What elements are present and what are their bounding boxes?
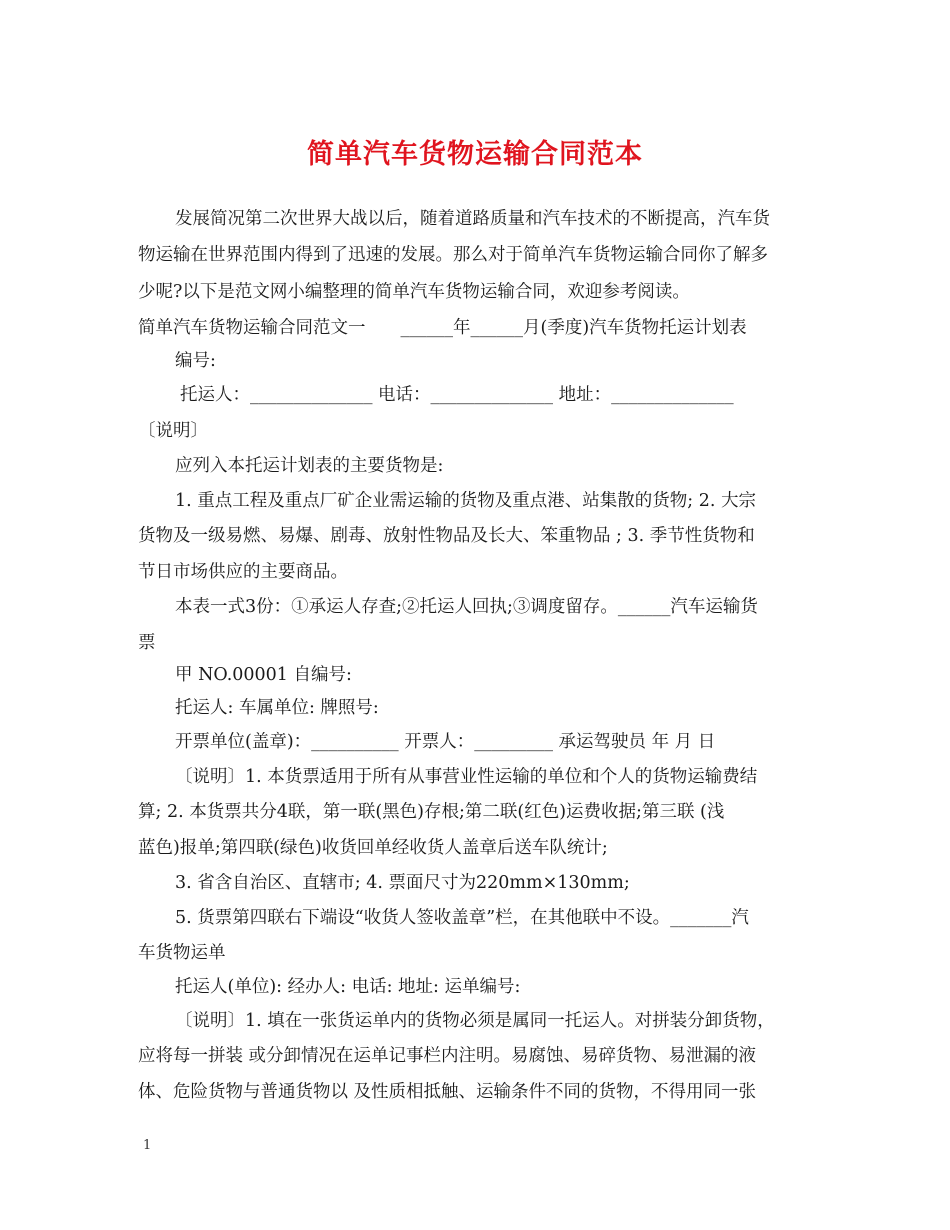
paragraph-line: 物运输在世界范围内得到了迅速的发展。那么对于简单汽车货物运输合同你了解多 — [138, 245, 768, 265]
paragraph-line: 少呢?以下是范文网小编整理的简单汽车货物运输合同，欢迎参考阅读。 — [138, 282, 690, 302]
paragraph-line: 体、危险货物与普通货物以 及性质相抵触、运输条件不同的货物，不得用同一张 — [138, 1082, 757, 1102]
paragraph-line: 编号: — [175, 351, 216, 371]
paragraph-line: 票 — [138, 633, 156, 653]
document-title: 简单汽车货物运输合同范本 — [307, 139, 643, 170]
paragraph-line: 甲 NO.00001 自编号: — [175, 665, 352, 685]
paragraph-line: 1. 重点工程及重点厂矿企业需运输的货物及重点港、站集散的货物; 2. 大宗 — [175, 491, 756, 511]
paragraph-line: 应列入本托运计划表的主要货物是: — [175, 456, 444, 476]
paragraph-line: 简单汽车货物运输合同范文一 ______年______月(季度)汽车货物托运计划表 — [138, 318, 747, 338]
paragraph-line: 5. 货票第四联右下端设“收货人签收盖章”栏，在其他联中不设。_______汽 — [175, 908, 749, 928]
paragraph-line: 车货物运单 — [138, 943, 226, 963]
paragraph-line: 开票单位(盖章)：__________ 开票人：_________ 承运驾驶员 年 月 日 — [175, 732, 716, 752]
paragraph-line: 货物及一级易燃、易爆、剧毒、放射性物品及长大、笨重物品 ; 3. 季节性货物和 — [138, 526, 755, 546]
paragraph-line: 托运人: 车属单位: 牌照号: — [175, 698, 379, 718]
paragraph-line: 蓝色)报单;第四联(绿色)收货回单经收货人盖章后送车队统计; — [138, 838, 608, 858]
paragraph-line: 本表一式3份：①承运人存查;②托运人回执;③调度留存。______汽车运输货 — [175, 597, 758, 617]
paragraph-line: 发展简况第二次世界大战以后，随着道路质量和汽车技术的不断提高，汽车货 — [175, 209, 770, 229]
shipper-fields-line: 托运人：______________ 电话：______________ 地址：______________ — [180, 385, 734, 405]
paragraph-line: 3. 省含自治区、直辖市; 4. 票面尺寸为220mm×130mm; — [175, 873, 630, 893]
paragraph-line: 算; 2. 本货票共分4联，第一联(黑色)存根;第二联(红色)运费收据;第三联 (浅 — [138, 802, 725, 822]
paragraph-line: 〔说明〕1. 填在一张货运单内的货物必须是属同一托运人。对拼装分卸货物， — [175, 1011, 775, 1031]
paragraph-line: 〔说明〕1. 本货票适用于所有从事营业性运输的单位和个人的货物运输费结 — [175, 767, 758, 787]
paragraph-line: 应将每一拼装 或分卸情况在运单记事栏内注明。易腐蚀、易碎货物、易泄漏的液 — [138, 1046, 757, 1066]
paragraph-line: 节日市场供应的主要商品。 — [138, 562, 348, 582]
page-number: 1 — [143, 1138, 152, 1153]
paragraph-line: 〔说明〕 — [138, 421, 208, 441]
paragraph-line: 托运人(单位): 经办人: 电话: 地址: 运单编号: — [175, 977, 521, 997]
